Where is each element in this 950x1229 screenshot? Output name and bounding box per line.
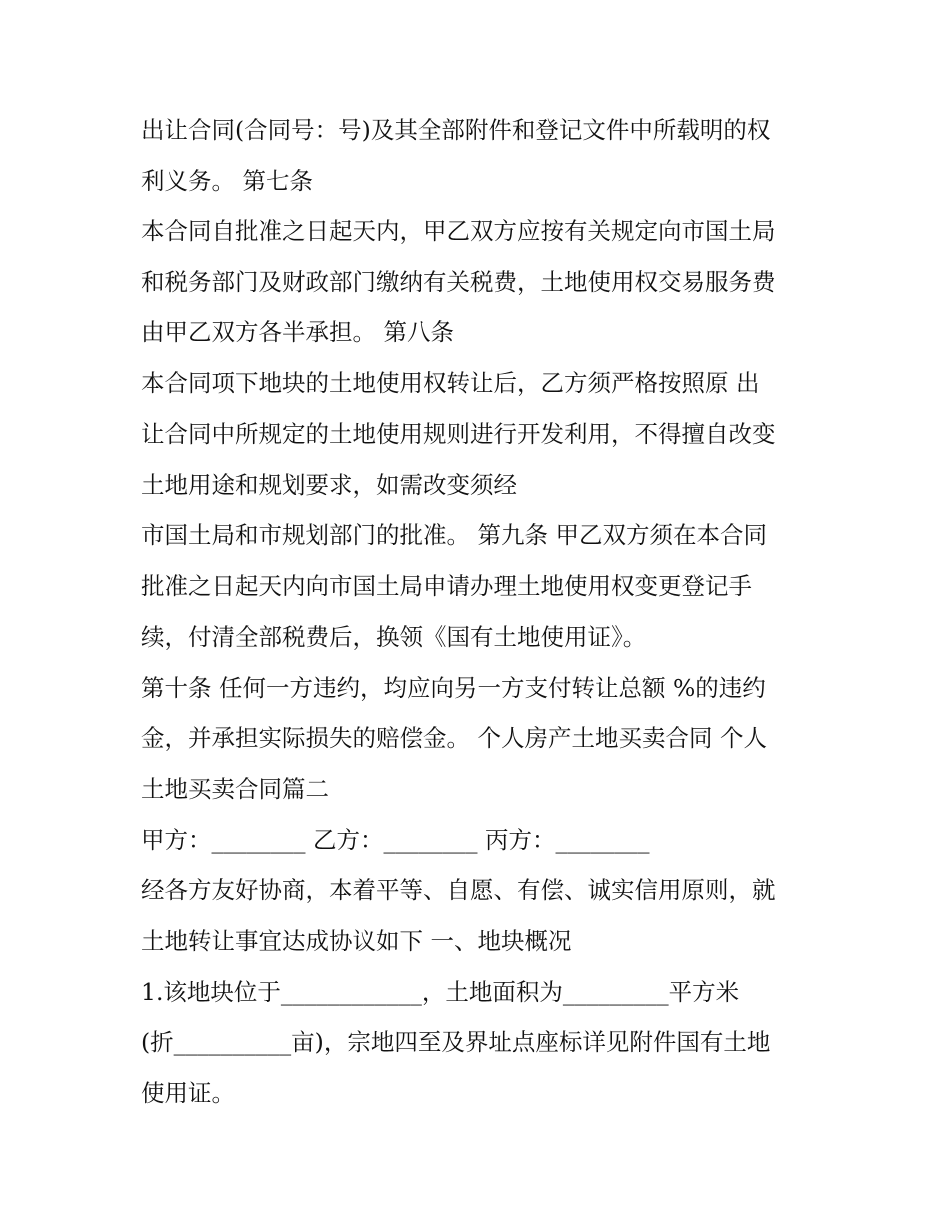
text-line: 续，付清全部税费后，换领《国有土地使用证》。	[141, 623, 647, 651]
text-line: 批准之日起天内向市国土局申请办理土地使用权变更登记手	[141, 572, 752, 600]
text-line: 本合同项下地块的土地使用权转让后，乙方须严格按照原 出	[141, 369, 760, 397]
text-line: (折__________亩)，宗地四至及界址点座标详见附件国有土地	[141, 1028, 771, 1056]
text-line: 使用证。	[141, 1079, 235, 1107]
text-line: 和税务部门及财政部门缴纳有关税费，土地使用权交易服务费	[141, 268, 776, 296]
text-line: 第十条 任何一方违约，均应向另一方支付转让总额 %的违约	[141, 674, 766, 702]
form-fields-line: 甲方：________ 乙方：________ 丙方：________	[141, 826, 650, 854]
text-line: 让合同中所规定的土地使用规则进行开发利用，不得擅自改变	[141, 420, 776, 448]
text-line: 出让合同(合同号：号)及其全部附件和登记文件中所载明的权	[141, 116, 771, 144]
text-line: 金，并承担实际损失的赔偿金。 个人房产土地买卖合同 个人	[141, 724, 767, 752]
text-line: 土地转让事宜达成协议如下 一、地块概况	[141, 927, 572, 955]
text-line: 本合同自批准之日起天内，甲乙双方应按有关规定向市国土局	[141, 217, 776, 245]
text-line: 由甲乙双方各半承担。 第八条	[141, 318, 454, 346]
text-line: 经各方友好协商，本着平等、自愿、有偿、诚实信用原则，就	[141, 876, 776, 904]
text-line: 1.该地块位于____________，土地面积为_________平方米	[141, 978, 740, 1006]
text-line: 土地用途和规划要求，如需改变须经	[141, 471, 517, 499]
text-line: 利义务。 第七条	[141, 167, 313, 195]
text-line: 市国土局和市规划部门的批准。 第九条 甲乙双方须在本合同	[141, 521, 767, 549]
text-line: 土地买卖合同篇二	[141, 775, 329, 803]
